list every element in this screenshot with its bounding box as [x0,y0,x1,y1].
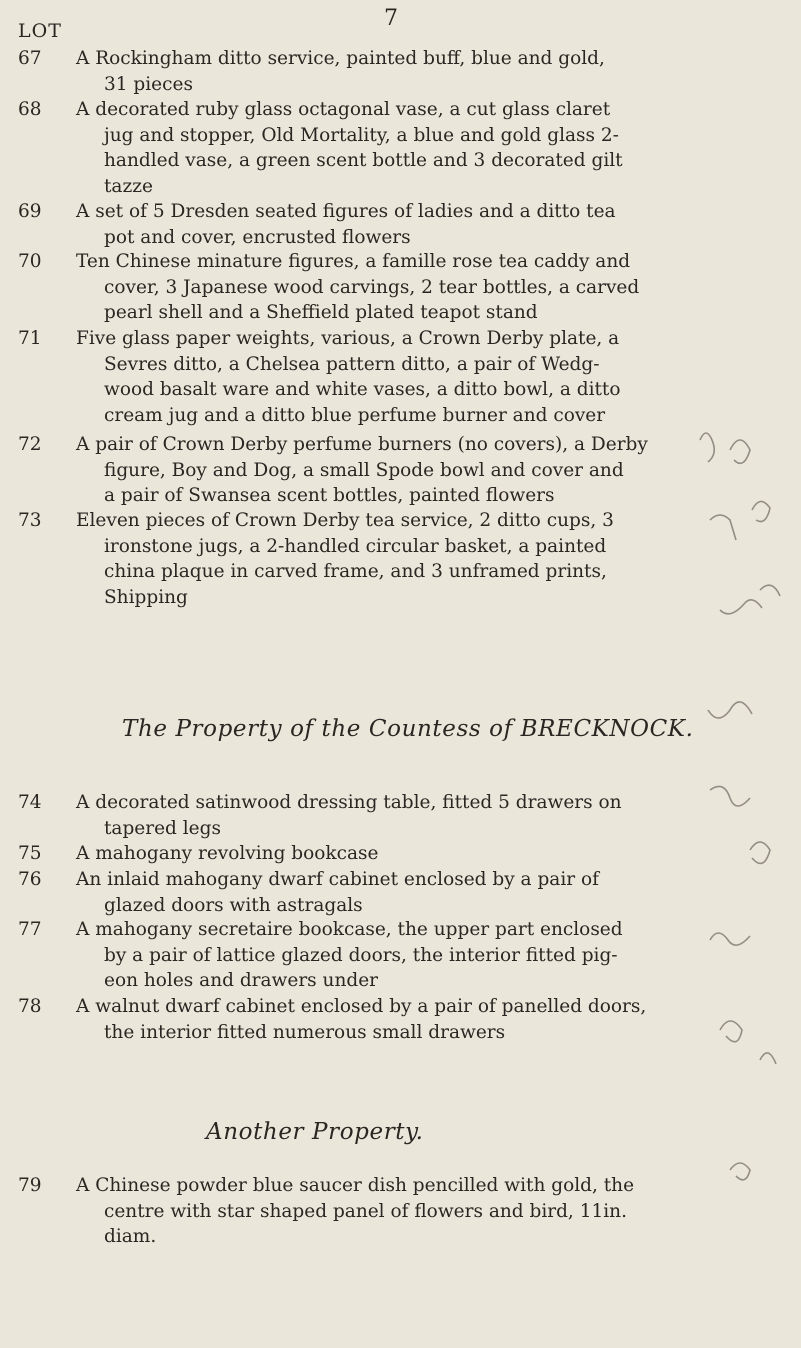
lot-number: 73 [18,510,42,531]
lot-description-line: A set of 5 Dresden seated figures of ladies and a ditto tea [76,201,616,222]
lot-description-line: A Chinese powder blue saucer dish pencilled with gold, the [76,1175,635,1196]
lot-description [76,249,714,326]
lot-description-line: Eleven pieces of Crown Derby tea service, 2 ditto cups, 3 [76,510,614,531]
lot-number: 74 [18,792,42,813]
lot-number: 78 [18,996,42,1017]
lot-number: 71 [18,328,42,349]
lot-description [76,994,714,1045]
lot-number: 69 [18,201,42,222]
lot-description-line: ironstone jugs, a 2-handled circular basket, a painted [104,535,607,557]
lot-description-line: the interior fitted numerous small drawers [104,1021,506,1043]
lot-description-line: eon holes and drawers under [104,970,379,991]
lot-description-line: tapered legs [104,817,221,839]
lot-description-line: A pair of Crown Derby perfume burners (no covers), a Derby [76,434,648,455]
lot-number: 79 [18,1175,42,1196]
lot-description-line: handled vase, a green scent bottle and 3 decorated gilt [104,150,623,171]
lot-description-line: Five glass paper weights, various, a Crown Derby plate, a [76,328,620,349]
lot-description [76,790,714,841]
lot-description-line: jug and stopper, Old Mortality, a blue and gold glass 2- [104,124,619,146]
lot-description-line: pearl shell and a Sheffield plated teapot stand [104,302,538,323]
lot-description-line: tazze [104,175,153,197]
lot-description [76,97,714,199]
lot-number: 75 [18,843,42,864]
section-heading-brecknock: The Property of the Countess of BRECKNOCK. [122,716,694,742]
lot-description-line: Sevres ditto, a Chelsea pattern ditto, a pair of Wedg- [104,353,600,375]
lot-description [76,326,714,428]
page-number: 7 [384,6,398,31]
lot-description-line: An inlaid mahogany dwarf cabinet enclosed by a pair of [76,869,599,890]
lot-description-line: A walnut dwarf cabinet enclosed by a pair of panelled doors, [76,996,647,1017]
lot-description-line: centre with star shaped panel of flowers and bird, 11in. [104,1200,627,1222]
lot-description-line: by a pair of lattice glazed doors, the interior fitted pig- [104,944,618,966]
lot-description-line: A mahogany secretaire bookcase, the upper part enclosed [76,919,623,940]
lot-description-line: Shipping [104,586,188,608]
lot-description-line: A mahogany revolving bookcase [76,843,379,864]
lot-number: 76 [18,869,42,890]
lot-description [76,508,714,610]
lot-number: 68 [18,99,42,120]
lot-description [76,432,714,509]
lot-description-line: a pair of Swansea scent bottles, painted flowers [104,485,555,506]
lot-description [76,1173,714,1250]
lot-description-line: pot and cover, encrusted flowers [104,226,411,248]
lot-description [76,917,714,994]
lot-description-line: Ten Chinese minature figures, a famille rose tea caddy and [76,251,631,272]
lot-number: 70 [18,251,42,272]
lot-description-line: 31 pieces [104,73,193,95]
lot-description [76,46,714,97]
lot-description-line: diam. [104,1226,157,1247]
lot-column-heading: LOT [18,20,62,42]
lot-description [76,841,714,867]
lot-description-line: china plaque in carved frame, and 3 unframed prints, [104,561,607,582]
lot-description-line: cover, 3 Japanese wood carvings, 2 tear bottles, a carved [104,276,640,298]
lot-description-line: figure, Boy and Dog, a small Spode bowl and cover and [104,459,624,481]
lot-number: 77 [18,919,42,940]
margin-annotations [690,410,800,1230]
lot-description-line: cream jug and a ditto blue perfume burner and cover [104,404,606,426]
lot-number: 72 [18,434,42,455]
lot-description-line: glazed doors with astragals [104,894,363,916]
lot-description-line: A Rockingham ditto service, painted buff, blue and gold, [76,48,605,69]
lot-description-line: A decorated satinwood dressing table, fitted 5 drawers on [76,792,622,813]
lot-description-line: A decorated ruby glass octagonal vase, a cut glass claret [76,99,611,120]
lot-number: 67 [18,48,42,69]
lot-description [76,867,714,918]
lot-description-line: wood basalt ware and white vases, a ditto bowl, a ditto [104,379,621,400]
lot-description [76,199,714,250]
section-heading-another-property: Another Property. [206,1119,424,1145]
